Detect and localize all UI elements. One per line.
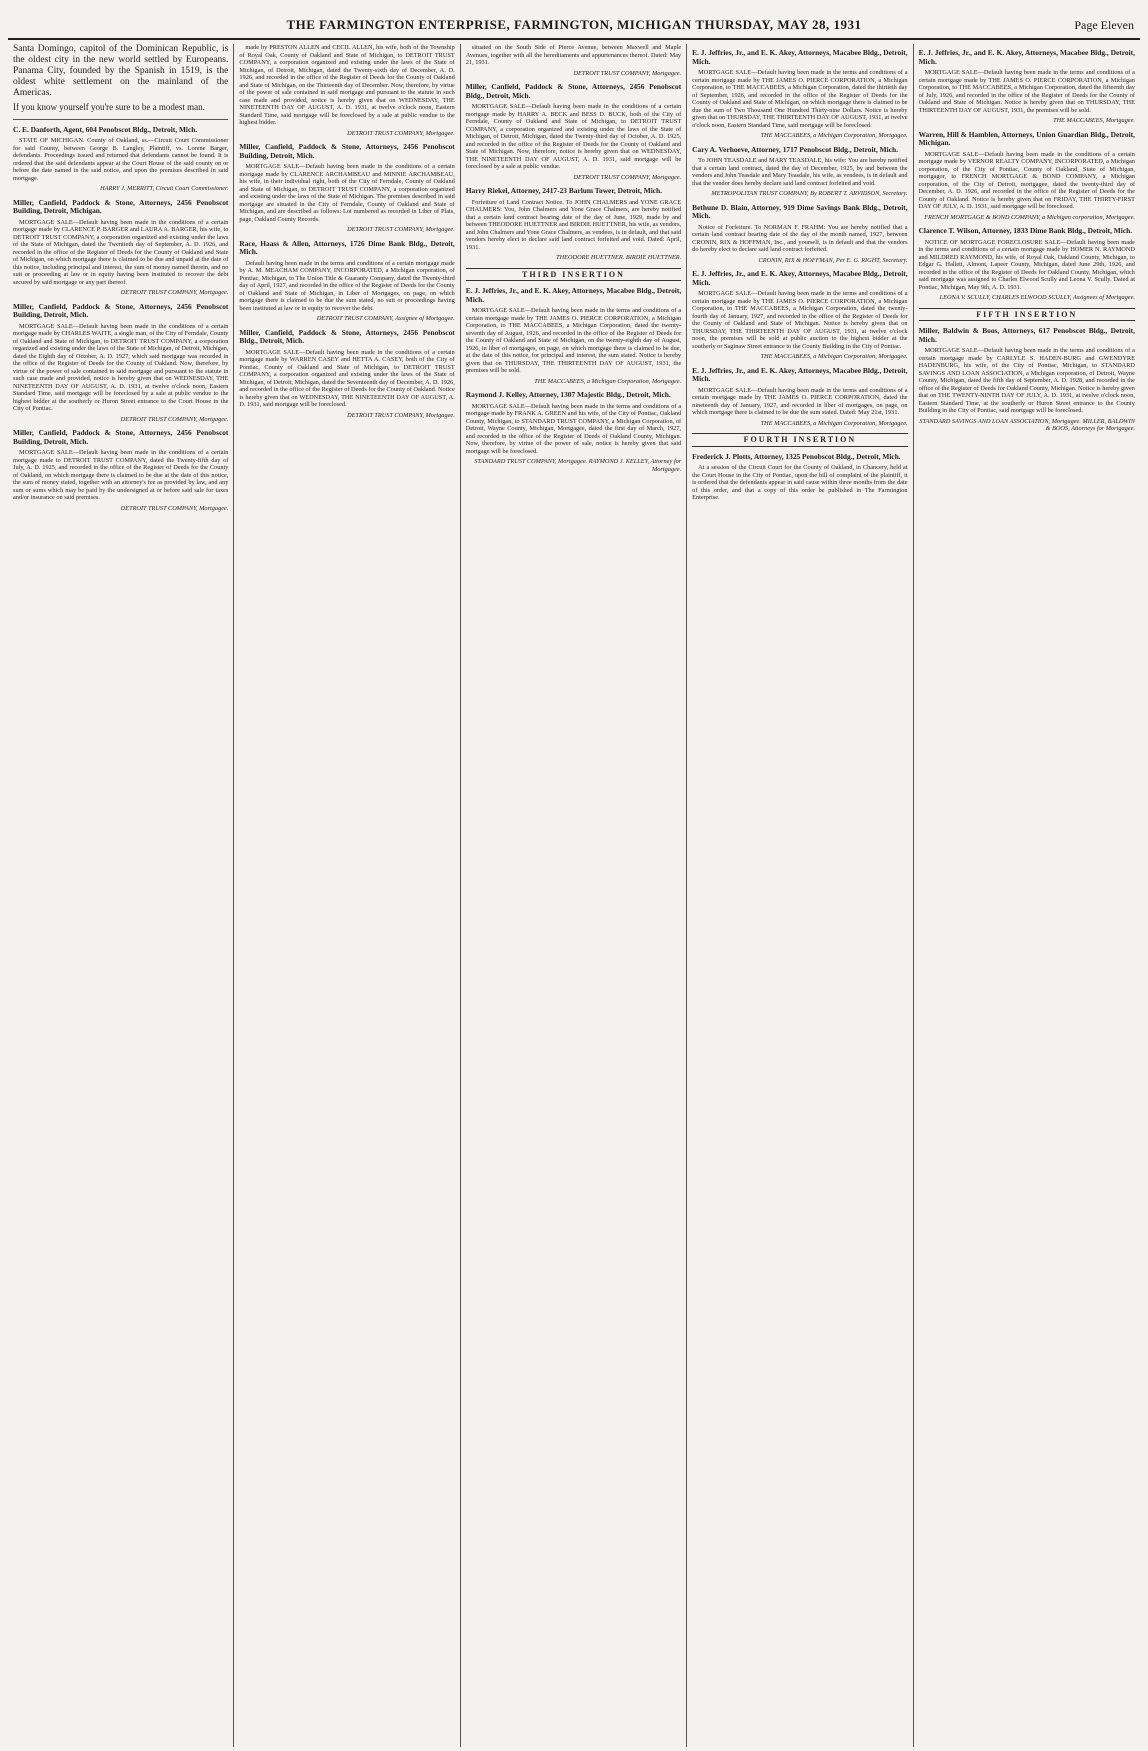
notices [466, 44, 681, 473]
notice-body: MORTGAGE SALE—Default having been made in the terms and conditions of a certain mortgage made by THE JAMES O. PIERCE CORPORATION, a Michigan Corporation, to THE MACCABEES, a Michigan Corporation, dated the thirtieth day of September, 1926, and recorded in the office of the Register of Deeds for the County of Oakland and State of Michigan, on which mortgage there is claimed to be due the sum of Two Thousand One Hundred Thirty-nine Dollars. Notice is hereby given that on THURSDAY, THE THIRTEENTH DAY OF AUGUST, 1931, at twelve o'clock noon, Eastern Standard Time, said mortgage will be foreclosed. [692, 69, 908, 129]
column-2 [234, 44, 460, 1747]
column-5 [914, 44, 1140, 1747]
notice-signature: STANDARD TRUST COMPANY, Mortgagee. RAYMOND J. KELLEY, Attorney for Mortgagee. [474, 458, 682, 473]
notice-signature: METROPOLITAN TRUST COMPANY, By ROBERT T. ARVIDSON, Secretary. [711, 190, 908, 197]
notice-body: MORTGAGE SALE—Default having been made in the terms and conditions of a certain mortgage made by THE JAMES O. PIERCE CORPORATION, a Michigan Corporation, to THE MACCABEES, a Michigan Corporation, dated the fifteenth day of July, 1926, and recorded in the office of the Register of Deeds for the County of Oakland and State of Michigan. Notice is hereby given that on THURSDAY, THE THIRTEENTH DAY OF AUGUST, 1931, the premises will be sold. [918, 69, 1135, 114]
column-4 [687, 44, 913, 1747]
notice-signature: DETROIT TRUST COMPANY, Mortgagee. [573, 69, 682, 77]
notices [692, 49, 907, 502]
insertion-banner: FOURTH INSERTION [692, 433, 907, 447]
notices [239, 44, 454, 419]
notice-signature: DETROIT TRUST COMPANY, Mortgagee. [347, 226, 455, 233]
notices [13, 126, 228, 513]
notice-signature: THE MACCABEES, a Michigan Corporation, Mortgagee. [534, 377, 682, 385]
notice-heading: Cary A. Verhoeve, Attorney, 1717 Penobscot Bldg., Detroit, Mich. [692, 144, 898, 154]
notice-heading: Miller, Canfield, Paddock & Stone, Attorneys, 2456 Penobscot Building, Detroit, Mich. [13, 428, 229, 446]
notice-body: MORTGAGE SALE—Default having been made in the conditions of a certain mortgage made by WARREN CASEY and HETTA A. CASEY, both of the City of Pontiac, County of Oakland and State of Michigan, to DETROIT TRUST COMPANY, a corporation organized and existing under the laws of the State of Michigan, of Detroit, Michigan, dated the Seventeenth day of December, A. D. 1926, and recorded in the office of the Register of Deeds for the County of Oakland. Notice is hereby given that on WEDNESDAY, THE NINETEENTH DAY OF AUGUST, A. D. 1931, said mortgage will be foreclosed. [239, 348, 455, 408]
notice-heading: Warren, Hill & Hamblen, Attorneys, Union Guardian Bldg., Detroit, Michigan. [918, 129, 1135, 147]
notice-signature: DETROIT TRUST COMPANY, Mortgagee. [347, 129, 455, 137]
notices [919, 49, 1135, 433]
notice-heading: Miller, Canfield, Paddock & Stone, Attorneys, 2456 Penobscot Bldg., Detroit, Mich. [239, 327, 455, 345]
notice-heading: E. J. Jeffries, Jr., and E. K. Akey, Attorneys, Macabee Bldg., Detroit, Mich. [692, 365, 908, 383]
column-1 [8, 44, 234, 1747]
notice-heading: Race, Haass & Allen, Attorneys, 1726 Dime Bank Bldg., Detroit, Mich. [239, 238, 455, 256]
notice-body: situated on the South Side of Pierce Avenue, between Maxwell and Maple Avenues, together with all the hereditaments and appurtenances thereof. Dated: May 21, 1931. [465, 44, 682, 66]
masthead-title: THE FARMINGTON ENTERPRISE, FARMINGTON, MICHIGAN THURSDAY, MAY 28, 1931 [286, 17, 862, 32]
notice-heading: Miller, Canfield, Paddock & Stone, Attorneys, 2456 Penobscot Building, Detroit, Mich. [13, 301, 229, 319]
insertion-banner: THIRD INSERTION [466, 268, 681, 282]
notice-heading: C. E. Danforth, Agent, 604 Penobscot Bldg., Detroit, Mich. [13, 124, 198, 134]
notice-signature: DETROIT TRUST COMPANY, Mortgagee. [573, 173, 682, 181]
notice-body: Notice of Forfeiture. To NORMAN F. FRAHM: You are hereby notified that a certain land contract bearing date of the day of the month named, 1927, between CRONIN, RIX & HOFFMAN, Inc., and yourself, is in default and that the vendors do hereby elect to declare said land contract forfeited. [692, 223, 908, 253]
notice-body: At a session of the Circuit Court for the County of Oakland, in Chancery, held at the Court House in the City of Pontiac, upon the bill of complaint of the plaintiff, it is ordered that the defendants appear in said cause within three months from the date of this order, and that a copy of this order be published in The Farmington Enterprise. [692, 464, 908, 501]
notice-heading: Harry Riekel, Attorney, 2417-23 Barlum Tower, Detroit, Mich. [465, 186, 663, 195]
notice-body: MORTGAGE SALE—Default having been made in the terms and conditions of a mortgage made by FRANK A. GREEN and his wife, of the City of Pontiac, Oakland County, Michigan, to STANDARD TRUST COMPANY, a Michigan Corporation, of Detroit, Wayne County, Michigan, Mortgagee, dated the first day of March, 1927, and recorded in the office of the Register of Deeds of Oakland County, Michigan. Now, therefore, by virtue of the power of sale, notice is hereby given that said mortgage will be foreclosed. [465, 402, 682, 455]
notice-heading: E. J. Jeffries, Jr., and E. K. Akey, Attorneys, Macabee Bldg., Detroit, Mich. [692, 48, 908, 66]
notice-signature: FRENCH MORTGAGE & BOND COMPANY, a Michigan corporation, Mortgagee. [924, 213, 1135, 221]
insertion-banner: FIFTH INSERTION [919, 308, 1135, 322]
filler-paragraph: Santa Domingo, capitol of the Dominican Republic, is the oldest city in the new world settled by Europeans. Panama City, founded by the Spanish in 1519, is the oldest white settlement on the mainland of the Americas. [13, 44, 229, 98]
notice-heading: Miller, Canfield, Paddock & Stone, Attorneys, 2456 Penobscot Bldg., Detroit, Mich. [465, 82, 682, 100]
notice-heading: Miller, Canfield, Paddock & Stone, Attorneys, 2456 Penobscot Building, Detroit, Michigan. [13, 197, 229, 215]
notice-signature: DETROIT TRUST COMPANY, Mortgagee. [120, 415, 229, 423]
notice-signature: DETROIT TRUST COMPANY, Mortgagee. [347, 411, 455, 419]
notice-heading: E. J. Jeffries, Jr., and E. K. Akey, Attorneys, Macabee Bldg., Detroit, Mich. [692, 269, 908, 287]
column-3 [461, 44, 687, 1747]
notice-signature: CRONIN, RIX & HOFFMAN, Per E. G. RIGHT, Secretary. [758, 256, 908, 264]
notice-body: MORTGAGE SALE—Default having been made in the conditions of a certain mortgage made by CLARENCE P. BARGER and LAURA A. BARGER, his wife, to DETROIT TRUST COMPANY, a corporation organized and existing under the laws of the State of Michigan, dated the Twentieth day of September, A. D. 1926, and recorded in the office of the Register of Deeds for the County of Oakland and State of Michigan, on which mortgage there is claimed to be due and unpaid at the date of this notice, including principal and interest, the sum of money named therein, and no suit or proceeding at law or in equity having been instituted to recover the debt secured by said mortgage or any part thereof. [13, 218, 229, 286]
masthead [8, 0, 1140, 40]
notice-body: MORTGAGE SALE—Default having been made in the terms and conditions of a certain mortgage made by THE JAMES O. PIERCE CORPORATION, a Michigan Corporation, to THE MACCABEES, a Michigan Corporation, dated the twenty-seventh day of August, 1926, and recorded in the office of the Register of Deeds for the County of Oakland and State of Michigan, on the twenty-eighth day of August, 1926, in liber of mortgages, on page, on which mortgage there is claimed to be due, at the date of this notice, for principal and interest, the sum stated. Notice is hereby given that on THURSDAY, THE THIRTEENTH DAY OF AUGUST, 1931, the premises will be sold. [465, 307, 682, 374]
notice-heading: Bethune D. Blain, Attorney, 919 Dime Savings Bank Bldg., Detroit, Mich. [692, 202, 908, 220]
notice-body: NOTICE OF MORTGAGE FORECLOSURE SALE—Default having been made in the terms and conditions of a certain mortgage made by HOMER N. RAYMOND and MILDRED RAYMOND, his wife, of Royal Oak, Oakland County, Michigan, to Edgar G. Hallett, Almont, Lapeer County, Michigan, dated June 29th, 1926, and recorded in the office of the Register of Deeds for Oakland County, Michigan, which said mortgage was assigned to Charles Elwood Scully and Leona V. Scully. Dated at Pontiac, Michigan, May 9th, A. D. 1931. [918, 238, 1135, 291]
notice-signature: LEONA V. SCULLY, CHARLES ELWOOD SCULLY, Assignees of Mortgagee. [939, 294, 1135, 301]
notice-body: To JOHN TEASDALE and MARY TEASDALE, his wife: You are hereby notified that a certain land contract, dated the day of December, 1925, by and between the vendors and John Teasdale and Mary Teasdale, his wife, as vendees, is in default and that the vendor does hereby declare said land contract forfeited and void. [692, 157, 908, 187]
notice-heading: Frederick J. Plotts, Attorney, 1325 Penobscot Bldg., Detroit, Mich. [692, 451, 901, 461]
legal-notices-columns [8, 44, 1140, 1747]
notice-heading: E. J. Jeffries, Jr., and E. K. Akey, Attorneys, Macabee Bldg., Detroit, Mich. [918, 48, 1135, 66]
page-number: Page Eleven [1074, 18, 1134, 32]
notice-heading: Miller, Baldwin & Boos, Attorneys, 617 Penobscot Bldg., Detroit, Mich. [918, 326, 1135, 344]
notice-signature: THEODORE HUETTNER. BIRDIE HUETTNER. [556, 254, 682, 261]
notice-signature: DETROIT TRUST COMPANY, Assignee of Mortgagee. [316, 315, 455, 322]
notice-signature: THE MACCABEES, Mortgagee. [1053, 117, 1135, 124]
notice-heading: Raymond J. Kelley, Attorney, 1307 Majestic Bldg., Detroit, Mich. [465, 390, 671, 399]
notice-signature: HARRY J. MERRITT, Circuit Court Commissioner. [100, 185, 229, 192]
notice-body: MORTGAGE SALE—Default having been made in the conditions of a certain mortgage made by CLARENCE ARCHAMBEAU and MINNIE ARCHAMBEAU, his wife, in their individual right, both of the City of Ferndale, County of Oakland and State of Michigan, to DETROIT TRUST COMPANY, a corporation organized and existing under the laws of the State of Michigan. The premises described in said mortgage are situated in the City of Ferndale, County of Oakland and State of Michigan, and are described as follows: Lot numbered as recorded in Liber of Plats, page, Oakland County Records. [239, 163, 455, 223]
notice-signature: THE MACCABEES, a Michigan Corporation, Mortgagee. [760, 419, 908, 427]
column-rule [13, 119, 228, 120]
notice-body: MORTGAGE SALE—Default having been made in the conditions of a certain mortgage made by HARRY A. BECK and BESS D. BUCK, both of the City of Ferndale, County of Oakland and State of Michigan, to DETROIT TRUST COMPANY, a corporation organized and existing under the laws of the State of Michigan, of Detroit, Michigan, dated the Twenty-third day of October, A. D. 1925, and recorded in the office of the Register of Deeds for the County of Oakland and State of Michigan. Now, therefore, notice is hereby given that on WEDNESDAY, THE NINETEENTH DAY OF AUGUST, A. D. 1931, said mortgage will be foreclosed by a sale at public vendue. [465, 103, 682, 170]
notice-body: MORTGAGE SALE—Default having been made in the terms and conditions of a certain mortgage made by THE JAMES O. PIERCE CORPORATION, dated the nineteenth day of January, 1927, and recorded in liber of mortgages, on page, on which mortgage there is claimed to be due the sum stated. Dated: May 21st, 1931. [692, 386, 908, 416]
notice-body: MORTGAGE SALE—Default having been made in the conditions of a certain mortgage made by VERNOR REALTY COMPANY, INCORPORATED, a Michigan corporation, of the City of Pontiac, County of Oakland, State of Michigan, mortgagor, to FRENCH MORTGAGE & BOND COMPANY, a Michigan corporation, of the City of Detroit, mortgagee, dated the twenty-third day of December, A. D. 1926, and recorded in the office of the Register of Deeds for the County of Oakland. Notice is hereby given that on FRIDAY, THE THIRTY-FIRST DAY OF JULY, A. D. 1931, said mortgage will be foreclosed. [918, 150, 1135, 210]
notice-signature: THE MACCABEES, a Michigan Corporation, Mortgagee. [760, 353, 908, 360]
notice-signature: DETROIT TRUST COMPANY, Mortgagee. [120, 289, 229, 296]
notice-body: Default having been made in the terms and conditions of a certain mortgage made by A. M. MEACHAM COMPANY, INCORPORATED, a Michigan corporation, of Pontiac, Michigan, to The Union Title & Guaranty Company, dated the Twenty-third day of April, 1927, and recorded in the office of the Register of Deeds for the County of Oakland and State of Michigan, in Liber of Mortgages, on page, on which mortgage there is claimed to be due the sum stated, no suit or proceedings having been instituted at law or in equity to recover the debt. [239, 259, 455, 312]
notice-body: Forfeiture of Land Contract Notice. To JOHN CHALMERS and YONE GRACE CHALMERS: You, John Chalmers and Yone Grace Chalmers, are hereby notified that a certain land contract bearing date of the day of June, 1929, made by and between THEODORE HUETTNER and BIRDIE HUETTNER, his wife, as vendors, and John Chalmers and Yone Grace Chalmers, as vendees, is in default, and that said vendors hereby elect to declare said land contract forfeited and void. Dated: April, 1931. [465, 198, 682, 251]
notice-signature: STANDARD SAVINGS AND LOAN ASSOCIATION, Mortgagee. MILLER, BALDWIN & BOOS, Attorneys for Mortgagee. [919, 417, 1135, 432]
notice-body: MORTGAGE SALE—Default having been made in the conditions of a certain mortgage made to DETROIT TRUST COMPANY, dated the Twenty-fifth day of July, A. D. 1925, and recorded in the office of the Register of Deeds for the County of Oakland, on which mortgage there is claimed to be due at the date of this notice, the sum of money stated, together with an attorney's fee as provided by law, and any sum or sums which may be paid by the undersigned at or before said sale for taxes and/or insurance on said premises. [13, 449, 229, 501]
filler-tagline: If you know yourself you're sure to be a modest man. [13, 102, 205, 112]
notice-body: MORTGAGE SALE—Default having been made in the terms and conditions of a certain mortgage made by CARLYLE S. HADEN-BURG and GWENDYRE HADENBURG, his wife, of the City of Pontiac, Michigan, to STANDARD SAVINGS AND LOAN ASSOCIATION, a Michigan corporation, of Detroit, Wayne County, Michigan, dated the fifth day of September, A. D. 1928, and recorded in the office of the Register of Deeds for Oakland County, Michigan. Notice is hereby given that on THE TWENTY-NINTH DAY OF JULY, A. D. 1931, at twelve o'clock noon, Eastern Standard Time, at the southerly or Huron Street entrance to the County Building in the City of Pontiac, said mortgage will be foreclosed. [918, 347, 1135, 414]
notice-heading: Miller, Canfield, Paddock & Stone, Attorneys, 2456 Penobscot Building, Detroit, Mich. [239, 142, 455, 160]
notice-body: MORTGAGE SALE—Default having been made in the conditions of a certain mortgage made by CHARLES WAITE, a single man, of the City of Ferndale, County of Oakland and State of Michigan, to DETROIT TRUST COMPANY, a corporation organized and existing under the laws of the State of Michigan, of Detroit, Michigan, dated the Eighth day of October, A. D. 1927, which said mortgage was recorded in the office of the Register of Deeds for the County of Oakland. Now, therefore, by virtue of the power of sale contained in said mortgage and pursuant to the statute in such case made and provided, notice is hereby given that on WEDNESDAY, THE NINETEENTH DAY OF AUGUST, A. D. 1931, at twelve o'clock noon, Eastern Standard Time, said mortgage will be foreclosed by a sale at public vendue to the highest bidder at the southerly or Huron Street entrance to the Court House in the City of Pontiac. [13, 322, 229, 412]
notice-body: MORTGAGE SALE—Default having been made in the terms and conditions of a certain mortgage made by THE JAMES O. PIERCE CORPORATION, a Michigan Corporation, to THE MACCABEES, a Michigan Corporation, dated the twenty-fourth day of January, 1927, and recorded in the office of the Register of Deeds for the County of Oakland and State of Michigan. Notice is hereby given that on THURSDAY, THE THIRTEENTH DAY OF AUGUST, 1931, at twelve o'clock noon, the premises will be sold at public auction to the highest bidder at the southerly or Saginaw Street entrance to the County Building in the City of Pontiac. [692, 290, 908, 350]
notice-body: STATE OF MICHIGAN. County of Oakland, ss.—Circuit Court Commissioner for said County, between George B. Langley, Plaintiff, vs. Lorene Barger, defendants. Proceedings issued and returned that defendants cannot be found. It is ordered that the said defendants appear at the Court House of the said county on or before the date named in the said notice, and upon the premises described in said mortgage. [13, 137, 229, 182]
notice-signature: THE MACCABEES, a Michigan Corporation, Mortgagee. [760, 132, 908, 139]
notice-heading: Clarence T. Wilson, Attorney, 1833 Dime Bank Bldg., Detroit, Mich. [918, 226, 1133, 235]
notice-signature: DETROIT TRUST COMPANY, Mortgagee. [120, 504, 229, 512]
notice-body: made by PRESTON ALLEN and CECIL ALLEN, his wife, both of the Township of Royal Oak, County of Oakland and State of Michigan, to DETROIT TRUST COMPANY, a corporation organized and existing under the laws of the State of Michigan, of Detroit, Michigan, dated the Twenty-sixth day of December, A. D. 1926, and recorded in the office of the Register of Deeds for the County of Oakland and State of Michigan, on the Thirteenth day of December. Now, therefore, by virtue of the power of sale contained in said mortgage and pursuant to the statute in such case made and provided, notice is hereby given that on WEDNESDAY, THE NINETEENTH DAY OF AUGUST, A. D. 1931, at twelve o'clock noon, Eastern Standard Time, said mortgage will be foreclosed by a sale at public vendue to the highest bidder. [239, 44, 455, 126]
notice-heading: E. J. Jeffries, Jr., and E. K. Akey, Attorneys, Macabee Bldg., Detroit, Mich. [465, 286, 682, 304]
